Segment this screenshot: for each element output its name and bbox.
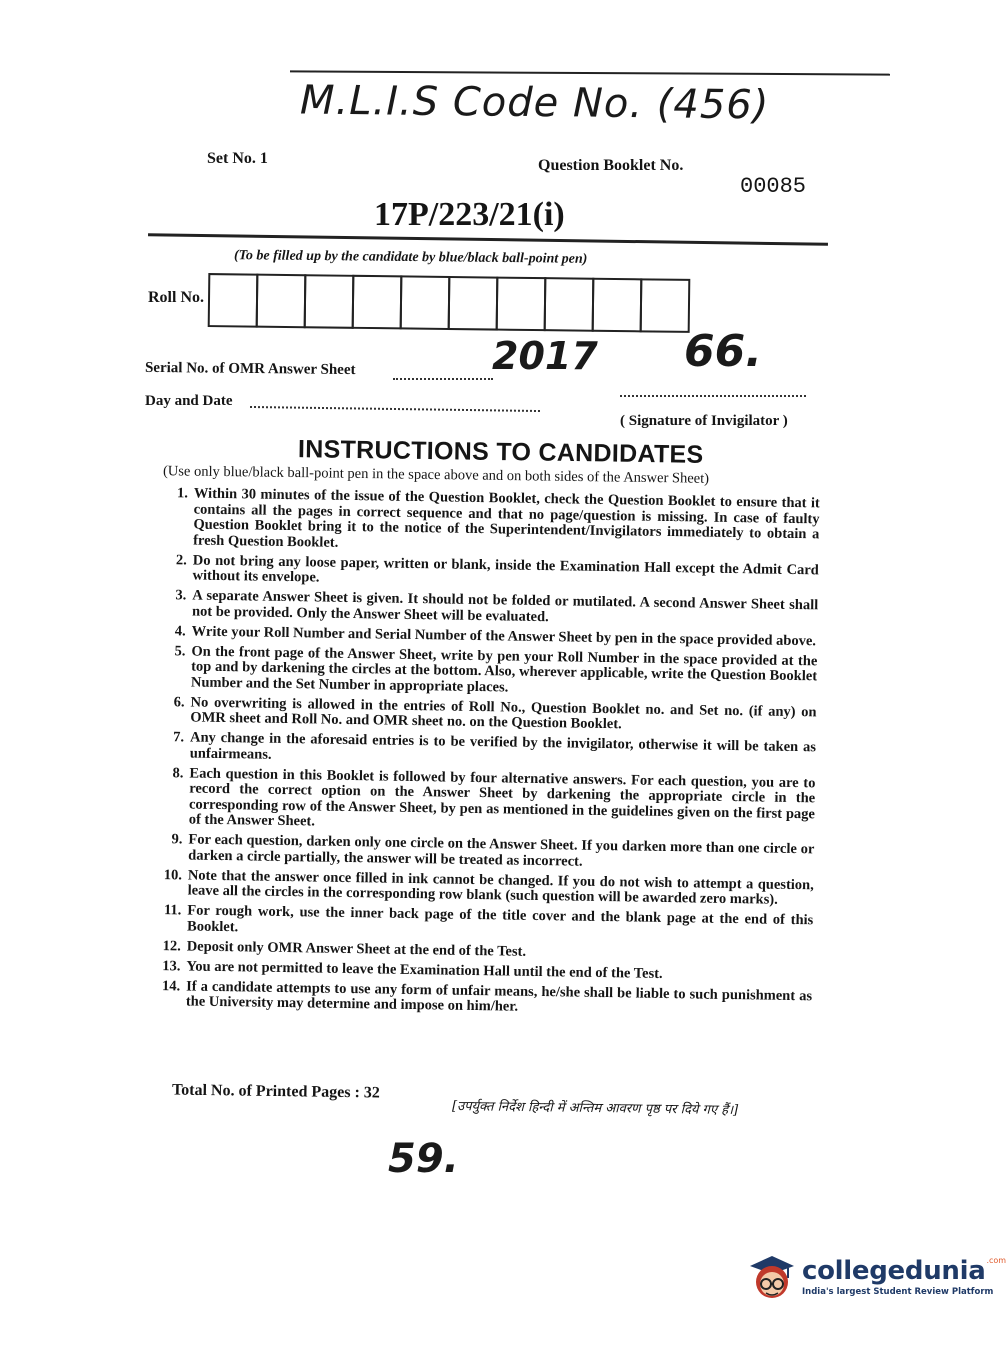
instruction-text: Do not bring any loose paper, written or blank, inside the Examination Hall except the Admit Card without its envelope. [192,552,819,586]
roll-no-box[interactable] [592,278,643,333]
instruction-text: Any change in the aforesaid entries is to be verified by the invigilator, otherwise it will be taken as unfairmeans. [189,729,817,763]
top-rule [290,70,890,75]
fill-note: (To be filled up by the candidate by blue/black ball-point pen) [233,248,588,267]
instructions-intro: (Use only blue/black ball-point pen in the space above and on both sides of the Answer Sheet) [162,463,710,487]
instruction-item [156,730,816,771]
roll-no-box[interactable] [544,277,595,332]
roll-no-box[interactable] [304,274,355,329]
instruction-number: 8. [172,764,184,781]
instruction-number: 6. [173,693,185,710]
signature-label: ( Signature of Invigilator ) [620,413,788,429]
instruction-item [157,643,818,700]
roll-no-label: Roll No. [148,289,204,306]
brand-suffix: .com [986,1255,1006,1265]
brand-name: collegedunia [802,1255,986,1286]
omr-serial-label: Serial No. of OMR Answer Sheet [144,359,356,379]
instruction-number: 2. [175,551,187,568]
signature-dotted-line [620,395,806,397]
question-booklet-number: 00085 [740,174,807,199]
instruction-text: You are not permitted to leave the Examination Hall until the end of the Test. [186,957,663,982]
instruction-number: 1. [176,485,189,502]
handwritten-page-number: 59. [388,1136,459,1182]
instruction-number: 14. [161,977,181,994]
roll-no-box[interactable] [448,276,499,331]
question-booklet-label: Question Booklet No. [538,157,684,174]
roll-no-boxes[interactable] [210,273,691,333]
instruction-number: 4. [174,622,186,639]
instruction-item [152,978,812,1019]
day-date-dotted-line [250,406,540,412]
collegedunia-logo [744,1248,1006,1304]
paper-code: 17P/223/21(i) [374,196,565,233]
instruction-item [159,486,820,558]
instruction-number: 12. [162,937,181,954]
instruction-text: On the front page of the Answer Sheet, write by pen your Roll Number in the space provided at the top and by darkening the circles at the bottom. Also, wherever applicable, write the Question Booklet Number and the Set Number in appropriate places. [190,643,818,695]
roll-no-box[interactable] [208,273,259,328]
instruction-number: 13. [162,957,181,974]
hindi-note: [उपर्युक्त निर्देश हिन्दी में अन्तिम आवरण पृष्ठ पर दिये गए हैं।] [451,1099,739,1118]
header-divider [148,233,828,245]
instruction-text: If a candidate attempts to use any form of unfair means, he/she shall be liable to such punishment as the University may determine and impose on him/her. [185,977,813,1015]
instructions-list [152,486,820,1024]
instruction-number: 5. [174,642,186,659]
brand-tagline: India's largest Student Review Platform [802,1286,994,1297]
instruction-text: Note that the answer once filled in ink cannot be changed. If you do not wish to attempt a question, leave all the circles in the corresponding row blank (such question will be awarded zero marks). [187,866,814,908]
roll-no-box[interactable] [352,275,403,330]
instruction-text: Each question in this Booklet is followed by four alternative answers. For each question, you are to record the correct option on the Answer Sheet by darkening the appropriate circle in the corresponding row of the Answer Sheet, by pen as mentioned in the guidelines given on the first page of the Answer Sheet. [188,764,816,830]
instruction-item [154,832,814,873]
roll-no-box[interactable] [256,274,307,329]
instruction-item [158,588,818,629]
instruction-text: For each question, darken only one circle on the Answer Sheet. If you darken more than one circle or darken a circle partially, the answer will be treated as incorrect. [188,831,815,870]
day-date-label: Day and Date [145,393,233,409]
instruction-text: For rough work, use the inner back page of the title cover and the blank page at the end of this Booklet. [186,902,814,935]
instruction-number: 10. [163,866,183,883]
instruction-text: A separate Answer Sheet is given. It should not be folded or mutilated. A second Answer Sheet shall not be provided. Only the Answer Sheet will be evaluated. [191,587,819,625]
set-number: Set No. 1 [207,150,268,167]
instruction-number: 9. [171,831,183,848]
omr-serial-dotted-line [393,378,493,380]
instruction-number: 7. [173,729,185,746]
roll-no-box[interactable] [496,277,547,332]
instructions-title: INSTRUCTIONS TO CANDIDATES [297,435,704,469]
instruction-text: No overwriting is allowed in the entries of Roll No., Question Booklet no. and Set no. (if any) on OMR sheet and Roll No. and OMR sheet no. on the Question Booklet. [190,694,817,733]
total-pages: Total No. of Printed Pages : 32 [171,1081,380,1102]
roll-no-box[interactable] [640,278,691,333]
instruction-number: 11. [163,902,182,919]
instruction-item [155,765,816,837]
handwritten-mark: 66. [684,326,762,377]
instruction-number: 3. [175,587,187,604]
handwritten-title: M.L.I.S Code No. (456) [299,77,770,129]
mascot-icon [744,1248,798,1304]
omr-serial-handwritten: 2017 [492,334,598,378]
instruction-item [153,903,813,944]
instruction-text: Within 30 minutes of the issue of the Question Booklet, check the Question Booklet to ensure that it contains all the pages in correct sequence and that no page/question is missing. In case of faulty Question Booklet bring it to the notice of the Superintendent/Invigilators immediately to obtain a fresh Question Booklet. [193,485,820,551]
instruction-text: Deposit only OMR Answer Sheet at the end of the Test. [186,937,527,960]
roll-no-box[interactable] [400,275,451,330]
instruction-text: Write your Roll Number and Serial Number of the Answer Sheet by pen in the space provided above. [191,623,817,649]
